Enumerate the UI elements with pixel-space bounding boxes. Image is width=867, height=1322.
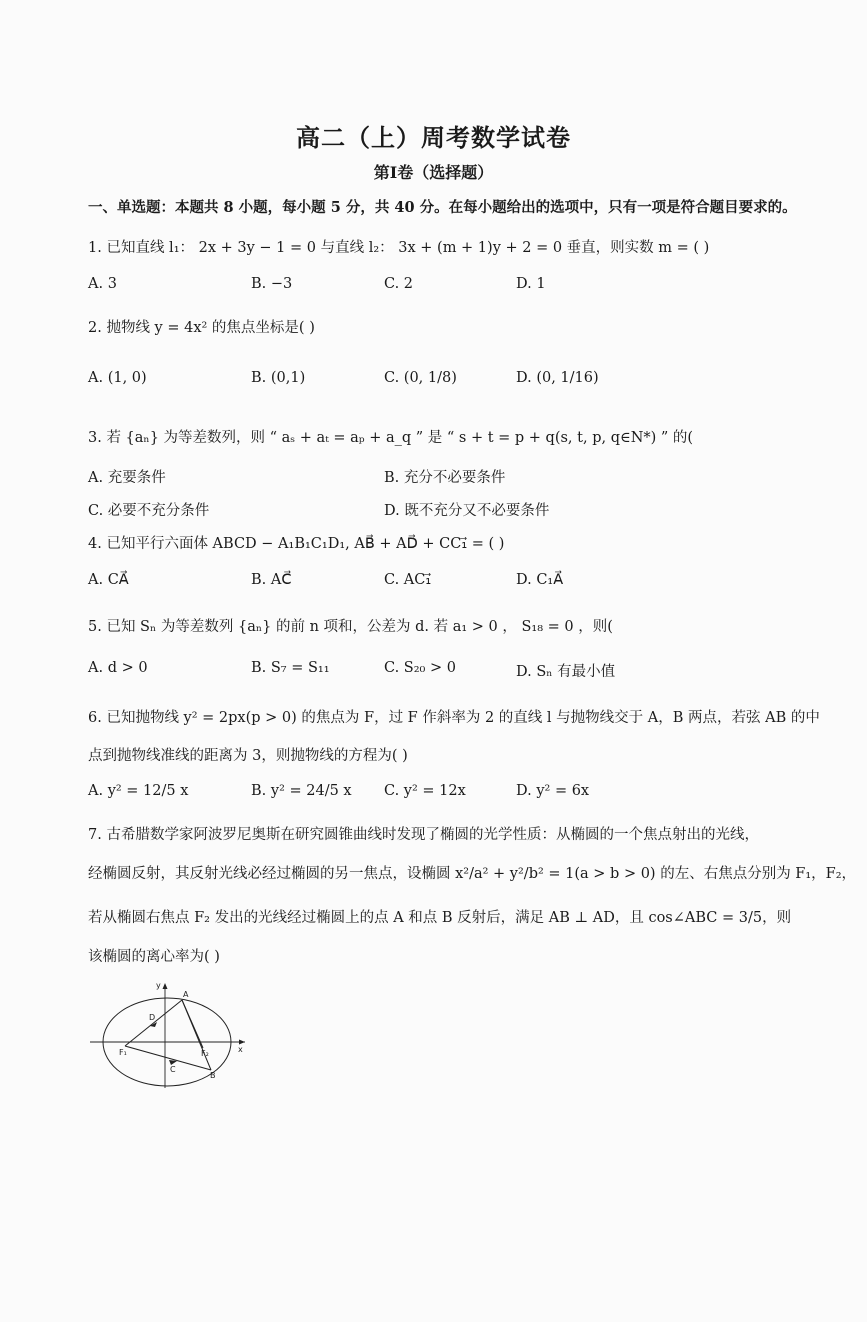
question-2-stem: 2. 抛物线 y = 4x² 的焦点坐标是( ) xyxy=(88,320,315,336)
question-6-option-a: A. y² = 12/5 x xyxy=(88,783,189,799)
fig-label-d: D xyxy=(149,1013,156,1022)
fig-label-f2: F₂ xyxy=(201,1049,209,1058)
question-4-option-a: A. CA⃗ xyxy=(88,572,129,588)
question-1-option-b: B. −3 xyxy=(251,276,293,292)
question-3-option-d: D. 既不充分又不必要条件 xyxy=(384,503,550,519)
fig-label-x: x xyxy=(238,1045,243,1054)
question-6-stem-continued: 点到抛物线准线的距离为 3，则抛物线的方程为( ) xyxy=(88,748,408,764)
question-3-option-a: A. 充要条件 xyxy=(88,470,166,486)
question-5-option-a: A. d > 0 xyxy=(88,660,148,676)
question-6-option-d: D. y² = 6x xyxy=(516,783,590,799)
question-2-option-d: D. (0, 1/16) xyxy=(516,370,599,386)
question-1-stem: 1. 已知直线 l₁： 2x + 3y − 1 = 0 与直线 l₂： 3x + (m + 1)y + 2 = 0 垂直，则实数 m = ( ) xyxy=(88,240,710,256)
question-2-option-a: A. (1, 0) xyxy=(88,370,147,386)
ellipse-diagram xyxy=(85,980,255,1090)
question-1-option-a: A. 3 xyxy=(88,276,117,292)
question-6-option-c: C. y² = 12x xyxy=(384,783,466,799)
fig-label-a: A xyxy=(183,990,189,999)
question-5-stem: 5. 已知 Sₙ 为等差数列 {aₙ} 的前 n 项和，公差为 d. 若 a₁ > 0 ， S₁₈ = 0 ，则( xyxy=(88,619,613,635)
question-4-stem: 4. 已知平行六面体 ABCD − A₁B₁C₁D₁, AB⃗ + AD⃗ + CC₁⃗ = ( ) xyxy=(88,536,505,552)
question-4-option-b: B. AC⃗ xyxy=(251,572,292,588)
question-7-stem: 7. 古希腊数学家阿波罗尼奥斯在研究圆锥曲线时发现了椭圆的光学性质：从椭圆的一个焦点射出的光线， xyxy=(88,827,759,843)
question-5-option-d: D. Sₙ 有最小值 xyxy=(516,664,616,680)
question-7-stem-line-4: 该椭圆的离心率为( ) xyxy=(88,949,220,965)
fig-label-y: y xyxy=(156,981,161,990)
question-7-stem-line-3: 若从椭圆右焦点 F₂ 发出的光线经过椭圆上的点 A 和点 B 反射后，满足 AB ⊥ AD，且 cos∠ABC = 3/5，则 xyxy=(88,910,792,926)
ray-a-b xyxy=(182,1000,211,1070)
y-axis-arrow xyxy=(163,983,168,989)
question-6-option-b: B. y² = 24/5 x xyxy=(251,783,352,799)
question-4-option-d: D. C₁A⃗ xyxy=(516,572,564,588)
fig-label-c: C xyxy=(170,1065,176,1074)
section-subtitle: 第Ⅰ卷（选择题） xyxy=(373,163,494,182)
question-7-stem-line-2: 经椭圆反射，其反射光线必经过椭圆的另一焦点，设椭圆 x²/a² + y²/b² = 1(a > b > 0) 的左、右焦点分别为 F₁，F₂， xyxy=(88,866,857,882)
question-5-option-b: B. S₇ = S₁₁ xyxy=(251,660,330,676)
question-3-option-b: B. 充分不必要条件 xyxy=(384,470,506,486)
ray-b-f1 xyxy=(125,1046,211,1070)
question-2-option-c: C. (0, 1/8) xyxy=(384,370,457,386)
fig-label-b: B xyxy=(210,1071,216,1080)
section-heading: 一、单选题：本题共 8 小题，每小题 5 分，共 40 分。在每小题给出的选项中，只有一项是符合题目要求的。 xyxy=(88,199,797,216)
question-3-option-c: C. 必要不充分条件 xyxy=(88,503,210,519)
question-2-option-b: B. (0,1) xyxy=(251,370,306,386)
question-6-stem: 6. 已知抛物线 y² = 2px(p > 0) 的焦点为 F，过 F 作斜率为 2 的直线 l 与抛物线交于 A，B 两点，若弦 AB 的中 xyxy=(88,710,820,726)
question-3-stem: 3. 若 {aₙ} 为等差数列，则 “ aₛ + aₜ = aₚ + a_q ” 是 “ s + t = p + q(s, t, p, q∈N*) ” 的( xyxy=(88,430,694,446)
x-axis-arrow xyxy=(239,1040,245,1045)
ray-a-f1 xyxy=(125,1000,182,1046)
question-4-option-c: C. AC₁⃗ xyxy=(384,572,432,588)
question-1-option-d: D. 1 xyxy=(516,276,546,292)
fig-label-f1: F₁ xyxy=(119,1048,127,1057)
page-title: 高二（上）周考数学试卷 xyxy=(296,123,571,152)
question-1-option-c: C. 2 xyxy=(384,276,414,292)
question-5-option-c: C. S₂₀ > 0 xyxy=(384,660,456,676)
